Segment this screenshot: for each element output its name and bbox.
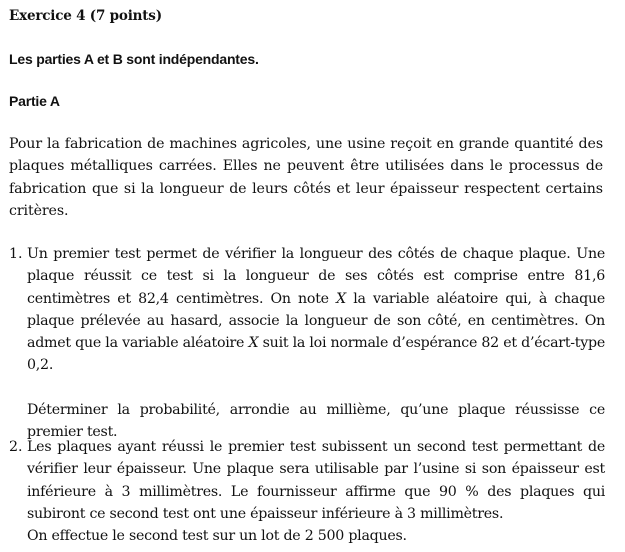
- question-body: [27, 436, 605, 547]
- question-statement: Les plaques ayant réussi le premier test subissent un second test permettant de vérifier leur épaisseur. Une plaque sera utilisable par l’usine si son épaisseur est inférieure à 3 millimètres. Le fournisseur affirme que 90 % des plaques qui subiront ce second test ont une épaisseur inférieure à 3 millimètres.: [27, 439, 605, 522]
- random-variable-symbol: X: [336, 290, 346, 307]
- question-statement-continued: On effectue le second test sur un lot de 2 500 plaques.: [27, 528, 407, 545]
- question-number: 2.: [9, 439, 23, 455]
- question-item-2: [9, 436, 605, 547]
- statement-text-part3: suit la loi normale d’espérance 82 et d’écart-type 0,2.: [27, 335, 606, 374]
- question-statement: [27, 243, 605, 377]
- question-item-1: [9, 243, 605, 443]
- exercise-title: Exercice 4 (7 points): [9, 8, 162, 24]
- statement-text-part1: Un premier test permet de vérifier la longueur des côtés de chaque plaque. Une plaque réussit ce test si la longueur de ses côtés est comprise entre 81,6 centimètres et 82,4 centimètres. On note: [27, 246, 605, 307]
- question-number: 1.: [9, 246, 23, 262]
- independence-note: Les parties A et B sont indépendantes.: [9, 51, 259, 67]
- statement-text-part2: la variable aléatoire qui, à chaque plaque prélevée au hasard, associe la longueur de son côté, en centimètres. On admet que la variable aléatoire: [27, 290, 605, 352]
- question-body: [27, 243, 605, 443]
- random-variable-symbol: X: [248, 335, 259, 352]
- part-heading: Partie A: [9, 93, 60, 109]
- question-prompt: Déterminer la probabilité, arrondie au millième, qu’une plaque réussisse ce premier test.: [27, 401, 605, 441]
- intro-paragraph: Pour la fabrication de machines agricoles, une usine reçoit en grande quantité des plaques métalliques carrées. Elles ne peuvent être utilisées dans le processus de fabrication que si la longueur de leurs côtés et leur épaisseur respectent certains critères.: [9, 136, 603, 219]
